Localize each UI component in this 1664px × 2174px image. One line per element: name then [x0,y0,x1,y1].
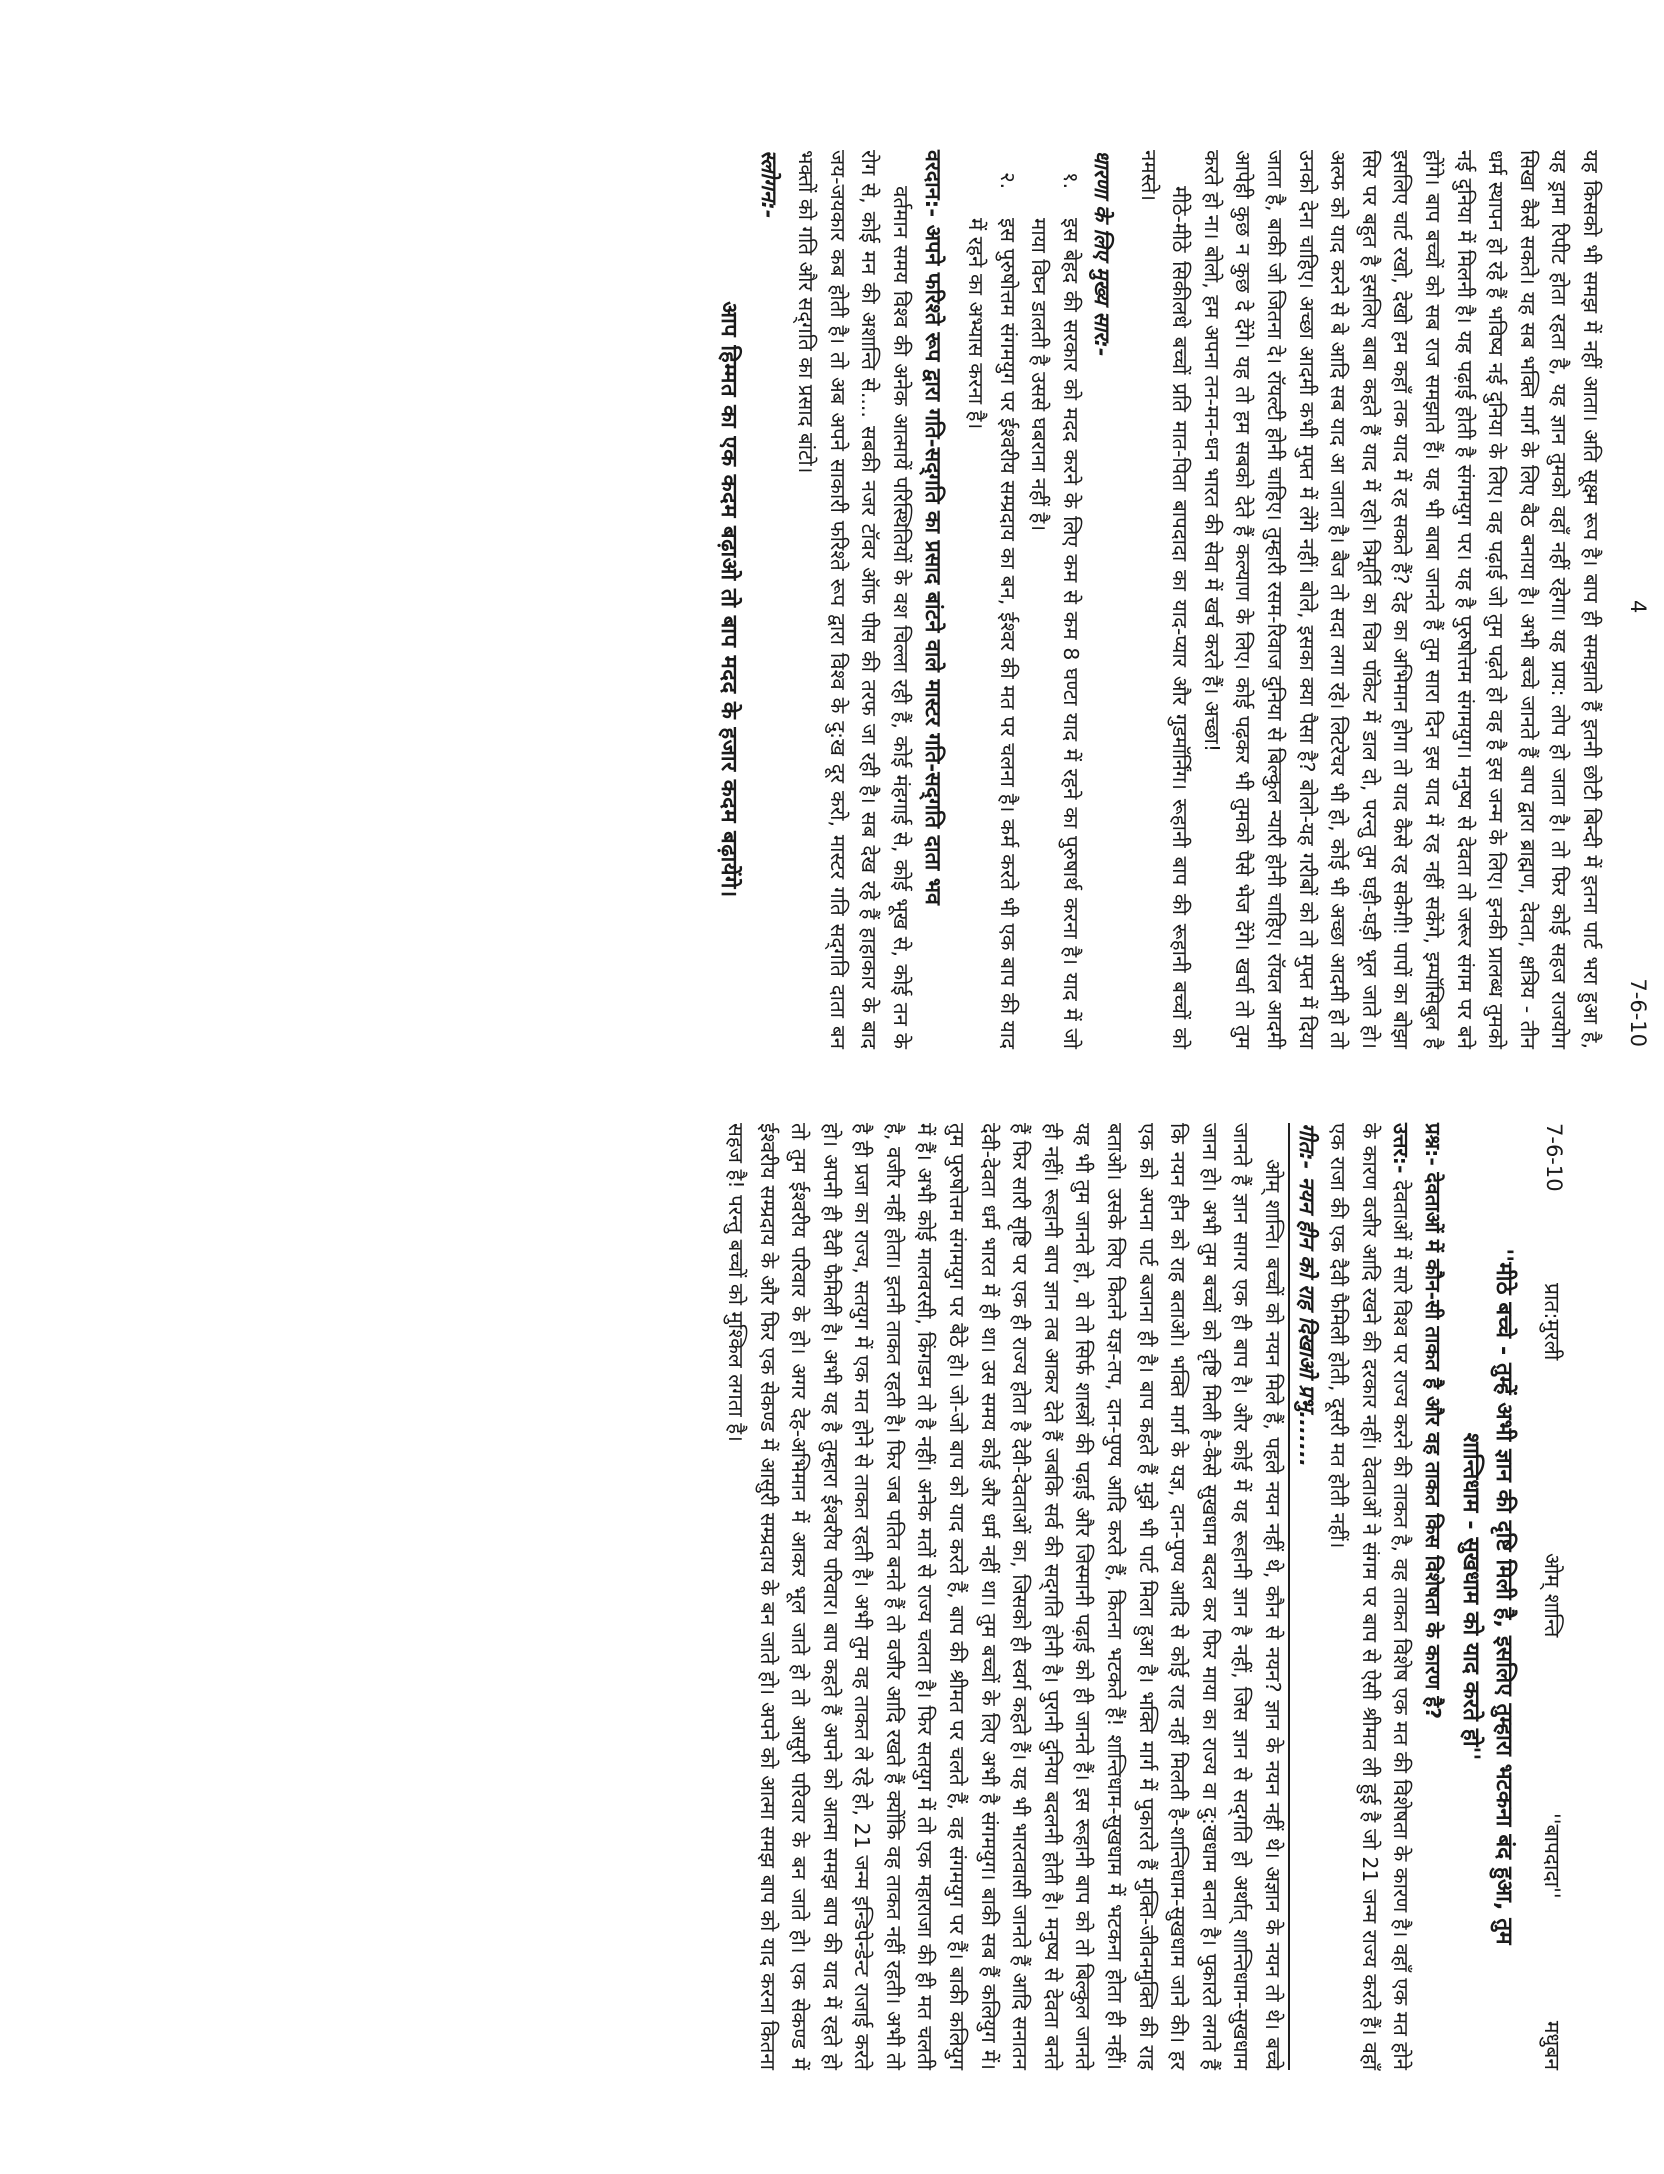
answer-text: देवताओं में सारे विश्व पर राज्य करने की ताकत है, वह ताकत विशेष एक मत की विशेषता के कारण है। वहाँ एक मत होने के कारण वजीर आदि रखने की दरकार नहीं। देवताओं ने संगम पर बाप से ऐसी श्रीमत ली हुई है जो 21 जन्म राज्य करते हैं। वहाँ एक राजा की एक दैवी फैमिली होती, दूसरी मत होती नहीं। [1326,1123,1414,2070]
murli-header [1532,1123,1566,2070]
essence-item [960,150,1023,1049]
murli-bapdada: ''बापदादा'' [1540,1813,1564,1899]
page-number: 4 [1626,600,1650,614]
question-label: प्रश्न:- [1421,1123,1445,1166]
vardan-block [916,150,948,1049]
left-date: 7-6-10 [1626,978,1650,1047]
answer [1322,1123,1417,2070]
slogan-text: आप हिम्मत का एक कदम बढ़ाओ तो बाप मदद के हजार कदम बढ़ायेंगे। [716,301,742,898]
answer-label: उत्तर:- [1389,1123,1414,1174]
slogan-label: स्लोगन:- [757,150,782,219]
murli-headline: ''मीठे बच्चे - तुम्हें अभी ज्ञान की दृष्टि मिली है, इसलिए तुम्हारा भटकना बंद हुआ, तुम [1491,1248,1517,1945]
murli-date: 7-6-10 [1542,1123,1566,1192]
murli-place: मधुबन [1540,2020,1564,2070]
vardan-label: वरदान:- [919,150,945,218]
essence-heading: धारणा के लिए मुख्य सार:- [1090,150,1115,357]
essence-number: १. [1059,172,1084,190]
vardan-title: अपने फरिश्ते रूप द्वारा गति-सद्‌गति का प्रसाद बांटने वाले मास्टर गति-सद्‌गति दाता भव [919,224,945,905]
left-paragraph-2: मीठे-मीठे सिकीलधे बच्चों प्रति मात-पिता बापदादा का याद-प्यार और गुडमॉर्निंग। रूहानी बाप की रूहानी बच्चों को नमस्ते। [1136,150,1193,1049]
essence-number: २. [995,172,1020,190]
right-column [0,1087,1664,2174]
murli-body: ओम् शान्ति। बच्चों को नयन मिले हैं, पहले नयन नहीं थे, कौन से नयन? ज्ञान के नयन नहीं थे। अज्ञान के नयन तो थे। बच्चे जानते हैं ज्ञान सागर एक ही बाप है। और कोई में यह रूहानी ज्ञान है नहीं, जिस ज्ञान से सद्‌गति हो अर्थात् शान्तिधाम-सुखधाम जाना हो। अभी तुम बच्चों को दृष्टि मिली है-कैसे सुखधाम बदल कर फिर माया का राज्य वा दु:खधाम बनता है। पुकारते लगते हैं कि नयन हीन को राह बताओ। भक्ति मार्ग के यज्ञ, दान-पुण्य आदि से कोई राह नहीं मिलती है-शान्तिधाम-सुखधाम जाने की। हर एक को अपना पार्ट बजाना ही है। बाप कहते हैं मुझे भी पार्ट मिला हुआ है। भक्ति मार्ग में पुकारते हैं मुक्ति-जीवनमुक्ति की राह बताओ। उसके लिए कितने यज्ञ-तप, दान-पुण्य आदि करते हैं, कितना भटकते हैं! शान्तिधाम-सुखधाम में भटकना होता ही नहीं। यह भी तुम जानते हो, वो तो सिर्फ शास्त्रों की पढ़ाई और जिस्मानी पढ़ाई को ही जानते हैं। इस रूहानी बाप को तो बिल्कुल जानते ही नहीं। रूहानी बाप ज्ञान तब आकर देते हैं जबकि सर्व की सद्‌गति होनी है। पुरानी दुनिया बदलनी होती है। मनुष्य से देवता बनते हैं फिर सारी सृष्टि पर एक ही राज्य होता है देवी-देवताओं का, जिसको ही स्वर्ग कहते हैं। यह भी भारतवासी जानते हैं आदि सनातन देवी-देवता धर्म भारत में ही था। उस समय कोई और धर्म नहीं था। तुम बच्चों के लिए अभी है संगमयुग। बाकी सब हैं कलियुग में। तुम पुरुषोत्तम संगमयुग पर बैठे हो। जो-जो बाप को याद करते हैं, बाप की श्रीमत पर चलते हैं, वह संगमयुग पर हैं। बाकी कलियुग में हैं। अभी कोई मालवरसी, किंगडम तो है नहीं। अनेक मतों से राज्य चलता है। फिर सतयुग में तो एक महाराजा की ही मत चलती है, वजीर नहीं होता। इतनी ताकत रहती है। फिर जब पतित बनते हैं तो वजीर आदि रखते हैं क्योंकि वह ताकत नहीं रहती। अभी तो है ही प्रजा का राज्य, सतयुग में एक मत होने से ताकत रहती है। अभी तुम वह ताकत ले रहे हो, 21 जन्म इन्डिपेन्डेन्ट राजाई करते हो। अपनी ही दैवी फैमिली है। अभी यह है तुम्हारा ईश्वरीय परिवार। बाप कहते हैं अपने को आत्मा समझ बाप की याद में रहते हो तो तुम ईश्वरीय परिवार के हो। अगर देह-अभिमान में आकर भूल जाते हो तो आसुरी परिवार के बन जाते हो। एक सेकण्ड में ईश्वरीय सम्प्रदाय के और फिर एक सेकण्ड में आसुरी सम्प्रदाय के बन जाते हो। अपने को आत्मा समझ बाप को याद करना कितना सहज है! परन्तु बच्चों को मुश्किल लगता है। [723,1123,1286,2070]
murli-type: प्रात:मुरली [1540,1283,1564,1361]
essence-text: इस पुरुषोत्तम संगमयुग पर ईश्वरीय सम्प्रदाय का बन, ईश्वर की मत पर चलना है। कर्म करते भी एक बाप की याद में रहने का अभ्यास करना है। [964,218,1020,1049]
question [1416,1123,1448,2070]
song-line: गीत:- नयन हीन को राह दिखाओ प्रभु....... [1288,1123,1322,2070]
essence-text: इस बेहद की सरकार को मदद करने के लिए कम से कम 8 घण्टा याद में रहने का पुरुषार्थ करना है। याद में जो माया विघ्न डालती है उससे घबराना नहीं है। [1027,218,1084,1049]
murli-om: ओम् शान्ति [1540,1553,1564,1638]
vardan-text: वर्तमान समय विश्व की अनेक आत्मायें परिस्थितियों के वश चिल्ला रही हैं, कोई मंहगाई से, कोई भूख से, कोई तन के रोग से, कोई मन की अशान्ति से.... सबकी नजर टॉवर ऑफ पीस की तरफ जा रही है। सब देख रहे हैं हाहाकार के बाद जय-जयकार कब होती है। तो अब अपने साकारी फरिश्ते रूप द्वारा विश्व के दु:ख दूर करो, मास्टर गति सद्‌गति दाता बन भक्तों को गति और सद्‌गति का प्रसाद बांटो। [793,150,913,1049]
essence-item [1023,150,1086,1049]
left-paragraph-1: यह किसको भी समझ में नहीं आता। अति सूक्ष्म रूप है। बाप ही समझाते हैं इतनी छोटी बिन्दी में इतना पार्ट भरा हुआ है, यह ड्रामा रिपीट होता रहता है, यह ज्ञान तुमको वहाँ नहीं रहेगा। यह प्राय: लोप हो जाता है। तो फिर कोई सहज राजयोग सिखा कैसे सकते। यह सब भक्ति मार्ग के लिए बैठ बनाया है। अभी बच्चे जानते हैं बाप द्वारा ब्राह्मण, देवता, क्षत्रिय - तीन धर्म स्थापन हो रहे हैं भविष्य नई दुनिया के लिए। वह पढ़ाई जो तुम पढ़ते हो वह है इस जन्म के लिए। इनकी प्रालब्ध तुमको नई दुनिया में मिलनी है। यह पढ़ाई होती है संगमयुग पर। यह है पुरुषोत्तम संगमयुग। मनुष्य से देवता तो जरूर संगम पर बने होंगे। बाप बच्चों को सब राज समझाते हैं। यह भी बाबा जानते हैं तुम सारा दिन इस याद में रह नहीं सकेंगे, इम्पॉसिबुल है इसलिए चार्ट रखो, देखो हम कहाँ तक याद में रह सकते हैं? देह का अभिमान होगा तो याद कैसे रह सकेगी! पापों का बोझा सिर पर बहुत है इसलिए बाबा कहते हैं याद में रहो। त्रिमूर्ति का चित्र पॉकेट में डाल दो, परन्तु तुम घड़ी-घड़ी भूल जाते हो। अल्फ को याद करने से बे आदि सब याद आ जाता है। बैज तो सदा लगा रहे। लिटरेचर भी हो, कोई भी अच्छा आदमी हो तो उनको देना चाहिए। अच्छा आदमी कभी मुफ्त में लेंगे नहीं। बोले, इसका क्या पैसा है? बोलो-यह गरीबों को तो मुफ्त में दिया जाता है, बाकी जो जितना दे। रॉयल्टी होनी चाहिए। तुम्हारी रसम-रिवाज दुनिया से बिल्कुल न्यारी होनी चाहिए। रॉयल आदमी आपेही कुछ न कुछ दे देंगे। यह तो हम सबको देते हैं कल्याण के लिए। कोई पढ़कर भी तुमको पैसे भेज देंगे। खर्चा तो तुम करते हो ना। बोलो, हम अपना तन-मन-धन भारत की सेवा में खर्च करते हैं। अच्छा! [1199,150,1603,1049]
question-text: देवताओं में कौन-सी ताकत है और वह ताकत किस विशेषता के कारण है? [1421,1172,1445,1720]
murli-headline-line2: शान्तिधाम - सुखधाम को याद करते हो'' [1458,1432,1484,1761]
